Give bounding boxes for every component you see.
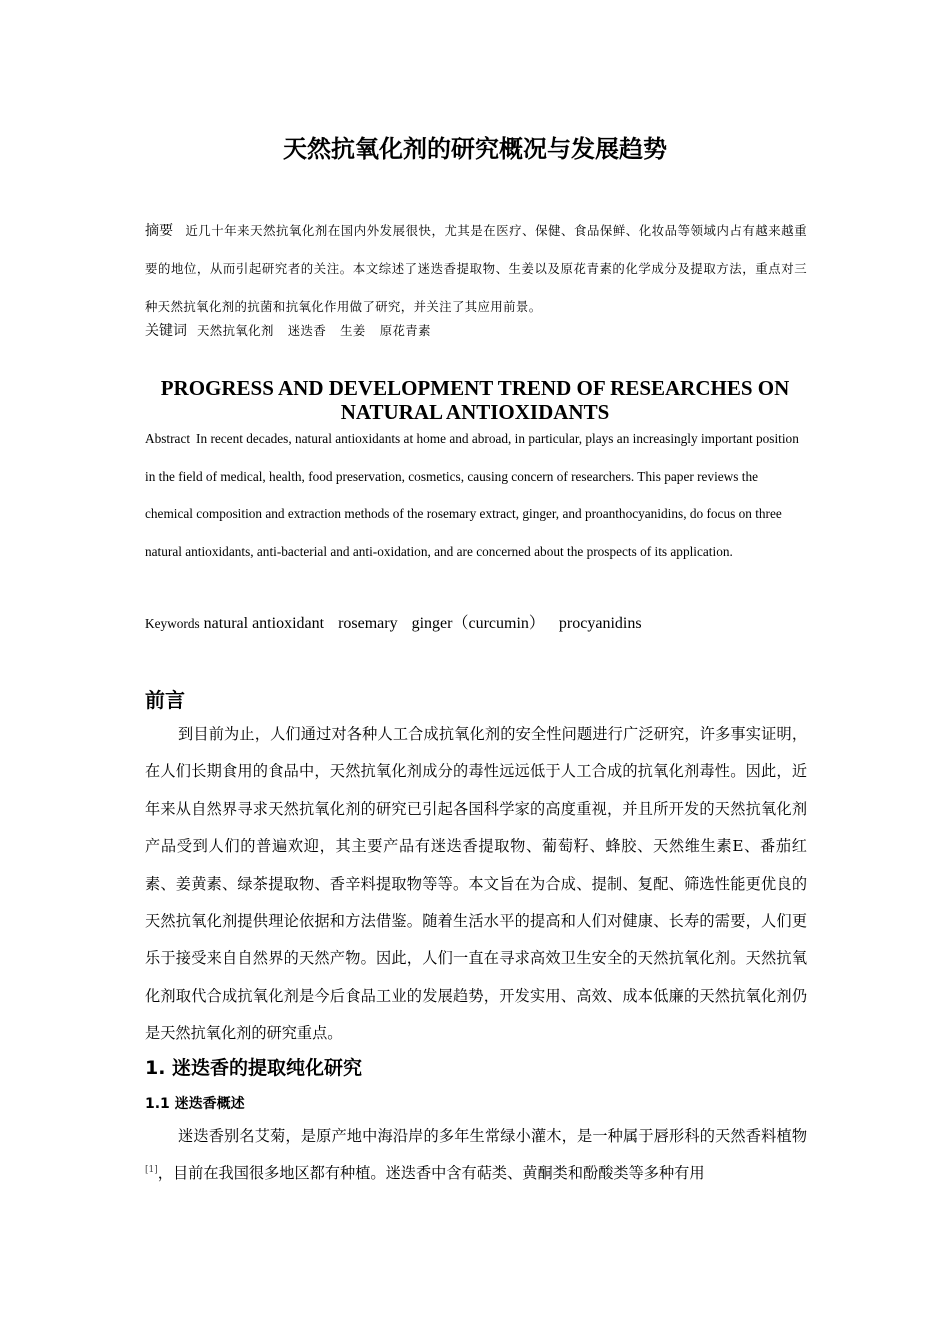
english-keyword: procyanidins [558, 615, 642, 632]
section-1-heading: 1. 迷迭香的提取纯化研究 [145, 1057, 363, 1079]
preface-heading: 前言 [145, 688, 185, 712]
preface-paragraph: 到目前为止，人们通过对各种人工合成抗氧化剂的安全性问题进行广泛研究，许多事实证明，在人们长期食用的食品中，天然抗氧化剂成分的毒性远远低于人工合成的抗氧化剂毒性。因此，近年来从自然界寻求天然抗氧化剂的研究已引起各国科学家的高度重视，并且所开发的天然抗氧化剂产品受到人们的普遍欢迎，其主要产品有迷迭香提取物、葡萄籽、蜂胶、天然维生素E、番茄红素、姜黄素、绿茶提取物、香辛料提取物等等。本文旨在为合成、提制、复配、筛选性能更优良的天然抗氧化剂提供理论依据和方法借鉴。随着生活水平的提高和人们对健康、长寿的需要，人们更乐于接受来自自然界的天然产物。因此，人们一直在寻求高效卫生安全的天然抗氧化剂。天然抗氧化剂取代合成抗氧化剂是今后食品工业的发展趋势，开发实用、高效、成本低廉的天然抗氧化剂仍是天然抗氧化剂的研究重点。 [145, 725, 807, 1043]
subsection-1-1-heading: 1.1 迷迭香概述 [145, 1096, 245, 1112]
chinese-abstract-label: 摘要 [145, 223, 174, 239]
chinese-abstract-text: 近几十年来天然抗氧化剂在国内外发展很快，尤其是在医疗、保健、食品保鲜、化妆品等领域内占有越来越重要的地位，从而引起研究者的关注。本文综述了迷迭香提取物、生姜以及原花青素的化学成分及提取方法，重点对三种天然抗氧化剂的抗菌和抗氧化作用做了研究，并关注了其应用前景。 [145, 223, 808, 314]
rosemary-overview-paragraph [145, 1118, 807, 1193]
chinese-keyword: 生姜 [340, 323, 366, 338]
citation-ref[interactable]: [1] [145, 1165, 158, 1176]
rosemary-overview-text-1: 迷迭香别名艾菊，是原产地中海沿岸的多年生常绿小灌木，是一种属于唇形科的天然香料植物 [178, 1127, 807, 1145]
english-abstract-text: In recent decades, natural antioxidants at home and abroad, in particular, plays an increasingly important position in the field of medical, health, food preservation, cosmetics, causing concern of researchers. This paper reviews the chemical composition and extraction methods of the rosemary extract, ginger, and proanthocyanidins, do focus on three natural antioxidants, anti-bacterial and anti-oxidation, and are concerned about the prospects of its application. [145, 431, 799, 559]
chinese-keyword: 天然抗氧化剂 [197, 323, 274, 338]
english-abstract-label: Abstract [145, 431, 191, 446]
english-keyword: ginger（curcumin） [411, 615, 545, 632]
chinese-abstract [145, 212, 807, 326]
english-abstract [145, 420, 807, 570]
english-title: PROGRESS AND DEVELOPMENT TREND OF RESEARCHES ON NATURAL ANTIOXIDANTS [160, 376, 790, 424]
english-keyword: natural antioxidant [203, 615, 325, 632]
english-keyword: rosemary [338, 615, 398, 632]
chinese-keywords-label: 关键词 [145, 323, 187, 339]
english-keywords-label: Keywords [145, 616, 200, 631]
chinese-title: 天然抗氧化剂的研究概况与发展趋势 [283, 135, 667, 163]
rosemary-overview-text-2: ，目前在我国很多地区都有种植。迷迭香中含有萜类、黄酮类和酚酸类等多种有用 [157, 1164, 705, 1183]
chinese-keywords [145, 316, 807, 346]
chinese-keyword: 原花青素 [379, 323, 431, 338]
chinese-keyword: 迷迭香 [287, 323, 327, 338]
english-keywords [145, 608, 807, 640]
